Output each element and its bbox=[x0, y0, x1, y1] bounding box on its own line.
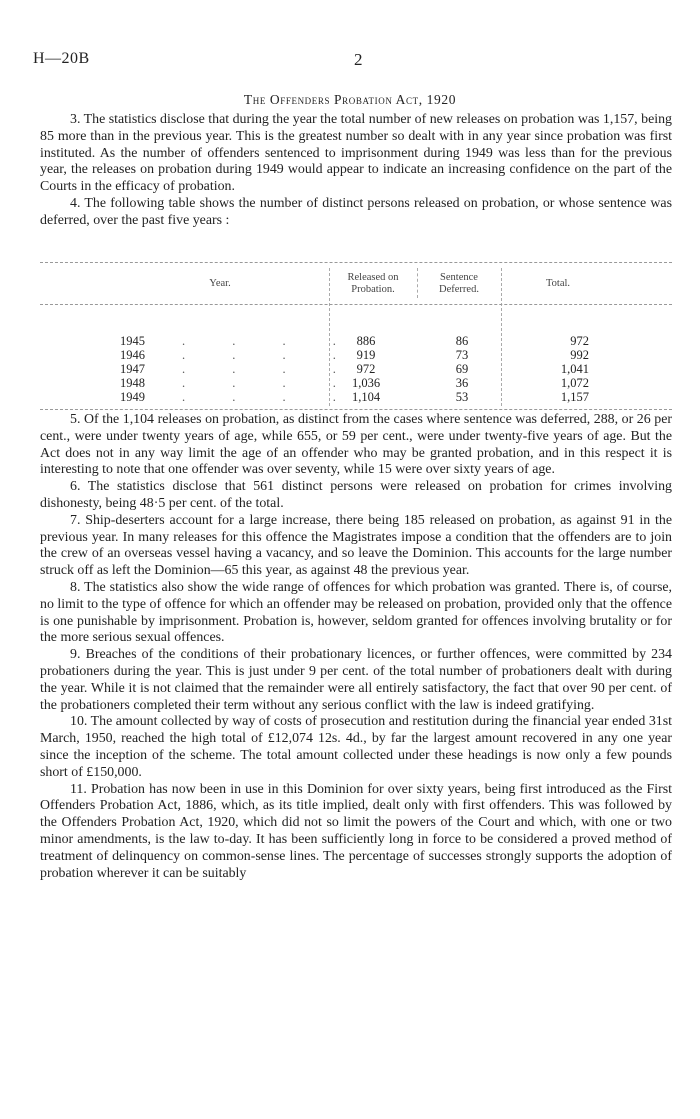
cell-released: 972 bbox=[356, 362, 376, 376]
paragraph-7: 7. Ship-deserters account for a large increase, there being 185 released on probation, as against 91 in the previous year. In many releases for this offence the Magistrates impose a condition that the offenders are to join the crew of an overseas vessel having a vacancy, and so leave the Dominion. This accounts for the large number struck off as left the Dominion—65 this year, as against 48 the previous year. bbox=[40, 512, 672, 579]
cell-year: 1947 bbox=[120, 362, 145, 376]
leader-dots: . . . . bbox=[182, 376, 358, 390]
paragraph-4: 4. The following table shows the number of distinct persons released on probation, or whose sentence was deferred, over the past five years : bbox=[40, 195, 672, 228]
cell-deferred: 69 bbox=[455, 362, 469, 376]
table-top-rule bbox=[40, 262, 672, 263]
paragraph-11: 11. Probation has now been in use in this Dominion for over sixty years, being first introduced as the First Offenders Probation Act, 1886, which, as its title implied, dealt only with first offenders. This was followed by the Offenders Probation Act, 1920, which did not so limit the powers of the Court and which, with one or two minor amendments, is the law to-day. It has been sufficiently long in force to be considered a proved method of treatment of delinquency on common-sense lines. The percentage of successes strongly supports the adoption of probation wherever it can be suitably bbox=[40, 781, 672, 881]
table-row bbox=[40, 376, 672, 390]
cell-released: 1,036 bbox=[351, 376, 381, 390]
table-bottom-rule bbox=[40, 409, 672, 410]
leader-dots: . . . . bbox=[182, 390, 358, 404]
table-row bbox=[40, 348, 672, 362]
cell-deferred: 86 bbox=[455, 334, 469, 348]
page-number: 2 bbox=[354, 50, 363, 69]
cell-year: 1945 bbox=[120, 334, 145, 348]
table-row bbox=[40, 334, 672, 348]
table-row bbox=[40, 362, 672, 376]
probation-table bbox=[40, 262, 672, 412]
section-title: The Offenders Probation Act, 1920 bbox=[243, 92, 457, 107]
header-total: Total. bbox=[545, 278, 571, 289]
paragraph-6: 6. The statistics disclose that 561 distinct persons were released on probation for crimes involving dishonesty, being 48·5 per cent. of the total. bbox=[40, 479, 672, 511]
paragraph-10: 10. The amount collected by way of costs of prosecution and restitution during the financial year ended 31st March, 1950, reached the high total of £12,074 12s. 4d., by far the largest amount recovered in any one year since the inception of the scheme. The total amount collected under these headings is now only a few pounds short of £150,000. bbox=[40, 714, 672, 780]
table-header-rule bbox=[40, 304, 672, 305]
cell-total: 1,157 bbox=[560, 390, 589, 404]
paragraph-5: 5. Of the 1,104 releases on probation, as distinct from the cases where sentence was deferred, 288, or 26 per cent., were under twenty years of age, while 655, or 59 per cent., were under twenty-five years of age. But the Act does not in any way limit the age of an offender who may be granted probation, and in this respect it is interesting to note that one offender was over seventy, while 15 were over sixty years of age. bbox=[40, 412, 672, 478]
cell-released: 1,104 bbox=[351, 390, 381, 404]
cell-year: 1948 bbox=[120, 376, 145, 390]
paragraph-9: 9. Breaches of the conditions of their probationary licences, or further offences, were committed by 234 probationers during the year. This is just under 9 per cent. of the total number of probationers dealt with during the year. While it is not claimed that the remainder were all entirely satisfactory, the fact that over 90 per cent. of the probationers completed their term without any serious conflict with the law is indeed gratifying. bbox=[40, 647, 672, 713]
table-row bbox=[40, 390, 672, 404]
cell-year: 1949 bbox=[120, 390, 145, 404]
leader-dots: . . . . bbox=[182, 362, 358, 376]
cell-total: 1,072 bbox=[560, 376, 589, 390]
cell-deferred: 36 bbox=[455, 376, 469, 390]
paragraph-3: 3. The statistics disclose that during the year the total number of new releases on probation was 1,157, being 85 more than in the previous year. This is the greatest number so dealt with in any year since probation was first instituted. As the number of offenders sentenced to imprisonment during 1949 was less than for the previous year, the releases on probation during 1949 would appear to indicate an increasing confidence on the part of the Courts in the efficacy of probation. bbox=[40, 112, 672, 195]
header-deferred: Sentence Deferred. bbox=[439, 272, 479, 295]
leader-dots: . . . . bbox=[182, 348, 358, 362]
header-year: Year. bbox=[209, 278, 231, 289]
cell-released: 886 bbox=[356, 334, 376, 348]
body-text-before-table bbox=[40, 112, 672, 230]
cell-year: 1946 bbox=[120, 348, 145, 362]
document-reference: H—20B bbox=[33, 50, 90, 67]
leader-dots: . . . . bbox=[182, 334, 358, 348]
table-divider bbox=[417, 268, 418, 298]
body-text-after-table bbox=[40, 412, 672, 882]
cell-total: 972 bbox=[570, 334, 589, 348]
cell-deferred: 53 bbox=[455, 390, 469, 404]
paragraph-8: 8. The statistics also show the wide range of offences for which probation was granted. There is, of course, no limit to the type of offence for which an offender may be released on probation, provided only that the offence is one punishable by imprisonment. Probation is, however, seldom granted for offences involving brutality or for the more serious sexual offences. bbox=[40, 579, 672, 646]
cell-deferred: 73 bbox=[455, 348, 469, 362]
header-released: Released on Probation. bbox=[347, 272, 399, 295]
cell-total: 992 bbox=[570, 348, 589, 362]
cell-released: 919 bbox=[356, 348, 376, 362]
cell-total: 1,041 bbox=[560, 362, 589, 376]
